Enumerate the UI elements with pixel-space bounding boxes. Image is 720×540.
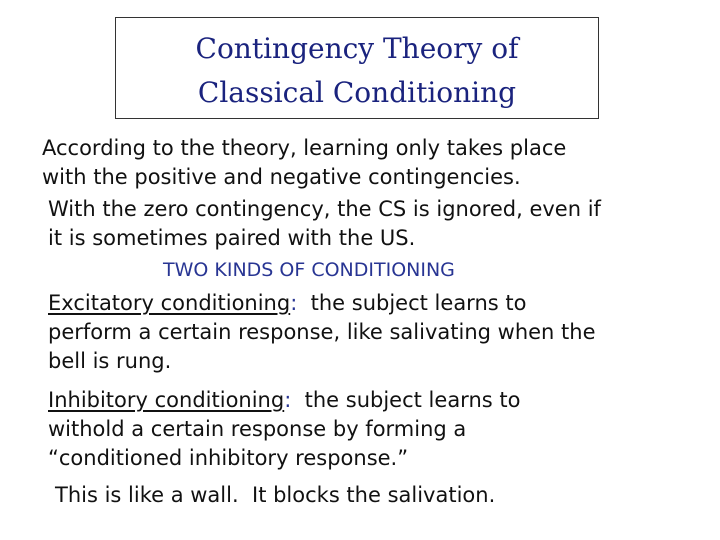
zero-contingency-line-1: With the zero contingency, the CS is ignored, even if [48,197,601,221]
wall-note: This is like a wall. It blocks the salivation. [55,483,496,507]
inhibitory-line-1 [48,386,520,414]
excitatory-line-1 [48,289,526,317]
title-line-1: Contingency Theory of [195,32,519,65]
inhibitory-term: Inhibitory conditioning [48,388,285,412]
kinds-heading: TWO KINDS OF CONDITIONING [163,259,455,281]
inhibitory-colon: : [284,388,292,412]
excitatory-line-2: perform a certain response, like salivating when the [48,320,596,344]
intro-line-2: with the positive and negative contingencies. [42,165,521,189]
zero-contingency-line-2: it is sometimes paired with the US. [48,226,416,250]
title-line-2: Classical Conditioning [197,76,517,109]
inhibitory-line-2: withold a certain response by forming a [48,417,467,441]
inhibitory-line-1-rest: the subject learns to [291,388,521,412]
intro-line-1: According to the theory, learning only takes place [42,136,567,160]
excitatory-line-1-rest: the subject learns to [297,291,527,315]
excitatory-term: Excitatory conditioning [48,291,291,315]
excitatory-line-3: bell is rung. [48,349,172,373]
excitatory-colon: : [290,291,298,315]
title-box [115,17,599,119]
inhibitory-line-3: “conditioned inhibitory response.” [48,446,409,470]
